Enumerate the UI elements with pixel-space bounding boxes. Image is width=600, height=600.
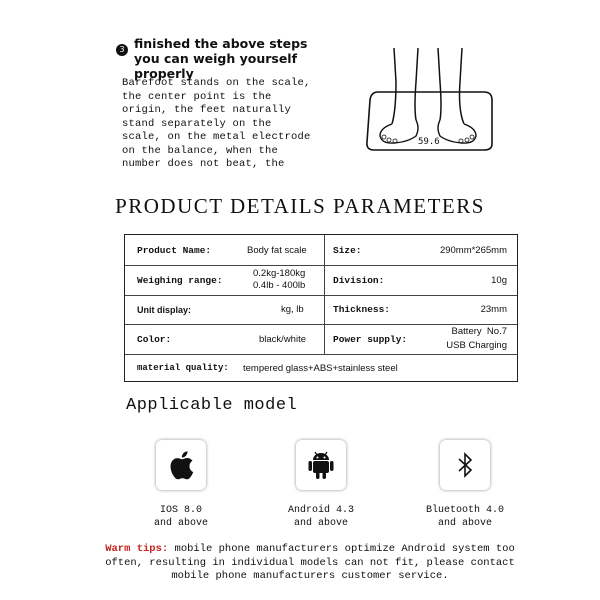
scale-display-reading: 59.6 xyxy=(418,137,440,147)
size-label: Size: xyxy=(333,244,362,256)
model-bluetooth-note: and above xyxy=(437,518,492,529)
product-name-value: Body fat scale xyxy=(247,244,307,256)
division-value: 10g xyxy=(491,274,507,286)
android-badge xyxy=(296,440,346,490)
warm-tips-label: Warm tips: xyxy=(105,543,169,555)
unit-display-label: Unit display: xyxy=(137,304,192,315)
scale-feet-illustration xyxy=(350,20,510,158)
material-value: tempered glass+ABS+stainless steel xyxy=(243,362,398,374)
step-number-badge: 3 xyxy=(116,44,128,56)
unit-display-value: kg, lb xyxy=(281,304,304,315)
power-supply-label: Power supply: xyxy=(333,333,408,345)
model-bluetooth-version: Bluetooth 4.0 xyxy=(425,505,504,516)
model-ios-note: and above xyxy=(153,518,208,529)
table-row xyxy=(125,354,517,382)
thickness-value: 23mm xyxy=(480,304,507,315)
model-android-note: and above xyxy=(293,518,348,529)
model-android-version: Android 4.3 xyxy=(287,505,354,516)
model-bluetooth xyxy=(395,440,535,530)
material-label: material quality: xyxy=(137,363,229,373)
apple-icon xyxy=(168,450,194,480)
table-row xyxy=(125,265,517,295)
weighing-range-value-kg: 0.2kg-180kg xyxy=(253,268,306,279)
section-title: PRODUCT DETAILS PARAMETERS xyxy=(115,194,485,218)
color-value: black/white xyxy=(259,333,306,345)
power-supply-value-usb: USB Charging xyxy=(446,340,507,351)
thickness-label: Thickness: xyxy=(333,304,391,315)
warm-tips xyxy=(100,543,520,584)
table-row xyxy=(125,295,517,324)
model-ios xyxy=(111,440,251,530)
weighing-range-label: Weighing range: xyxy=(137,274,223,286)
applicable-model-title: Applicable model xyxy=(126,396,298,415)
android-icon xyxy=(306,449,336,481)
division-label: Division: xyxy=(333,274,385,286)
step-title: finished the above steps you can weigh yourself properly xyxy=(134,36,308,81)
bluetooth-badge xyxy=(440,440,490,490)
size-value: 290mm*265mm xyxy=(439,244,507,256)
model-android xyxy=(251,440,391,530)
power-supply-value-battery: Battery No.7 xyxy=(451,326,507,337)
table-row xyxy=(125,235,517,265)
warm-tips-text: mobile phone manufacturers optimize Android system too often, resulting in individual models can not fit, please contact mobile phone manufacturers customer service. xyxy=(105,543,515,582)
model-ios-version: IOS 8.0 xyxy=(159,505,202,516)
step-heading xyxy=(116,36,334,81)
parameters-table xyxy=(124,234,518,382)
product-name-label: Product Name: xyxy=(137,244,212,256)
table-row xyxy=(125,324,517,354)
app-store-badge xyxy=(156,440,206,490)
color-label: Color: xyxy=(137,333,172,345)
step-description: Barefoot stands on the scale, the center point is the origin, the feet naturally stand separately on the scale, on the metal electrode on the balance, when the number does not beat, the xyxy=(122,77,311,170)
weighing-range-value-lb: 0.4lb - 400lb xyxy=(253,280,306,291)
bluetooth-icon xyxy=(456,451,474,479)
